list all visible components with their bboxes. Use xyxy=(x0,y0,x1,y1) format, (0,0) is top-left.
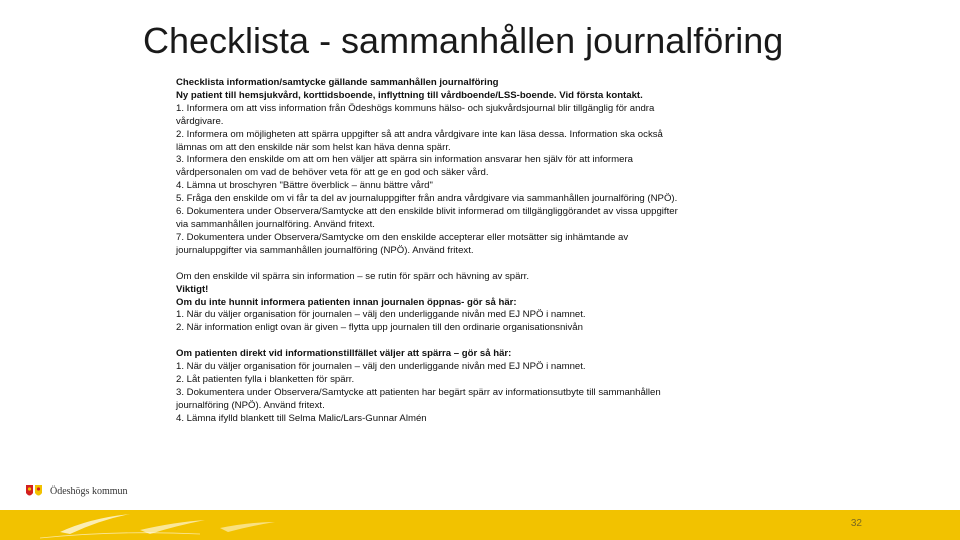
logo-text: Ödeshögs kommun xyxy=(50,485,128,497)
not-informed-step: 1. När du väljer organisation för journalen – välj den underliggande nivån med EJ NPÖ i namnet. xyxy=(176,309,586,321)
page-number: 32 xyxy=(850,518,862,529)
step-line: 6. Dokumentera under Observera/Samtycke att den enskilde blivit informerad om tillgängliggörandet av vissa uppgifter xyxy=(176,206,678,218)
step-line: lämnas om att den enskilde när som helst kan häva denna spärr. xyxy=(176,141,451,153)
footer-bar xyxy=(0,510,960,540)
step-line: journaluppgifter via sammanhållen journalföring (NPÖ). Använd fritext. xyxy=(176,244,474,256)
direct-step: 1. När du väljer organisation för journalen – välj den underliggande nivån med EJ NPÖ i namnet. xyxy=(176,361,586,373)
step-line: via sammanhållen journalföring. Använd fritext. xyxy=(176,218,375,230)
checklist-body xyxy=(176,77,776,426)
not-informed-step: 2. När information enligt ovan är given – flytta upp journalen till den ordinarie organisationsnivån xyxy=(176,322,583,334)
direct-step: 2. Låt patienten fylla i blanketten för spärr. xyxy=(176,374,355,386)
direct-step: 3. Dokumentera under Observera/Samtycke att patienten har begärt spärr av informationsutbyte till sammanhållen xyxy=(176,386,661,398)
direct-step: 4. Lämna ifylld blankett till Selma Malic/Lars-Gunnar Almén xyxy=(176,412,427,424)
step-line: 2. Informera om möjligheten att spärra uppgifter så att andra vårdgivare inte kan läsa dessa. Information ska också xyxy=(176,128,663,140)
spar-rutin-text: Om den enskilde vil spärra sin information – se rutin för spärr och hävning av spärr. xyxy=(176,270,530,282)
swoosh-decoration xyxy=(0,510,400,540)
step-line: 7. Dokumentera under Observera/Samtycke om den enskilde accepterar eller motsätter sig inhämtande av xyxy=(176,231,629,243)
direct-step: journalföring (NPÖ). Använd fritext. xyxy=(176,399,325,411)
not-informed-header: Om du inte hunnit informera patienten innan journalen öppnas- gör så här: xyxy=(176,296,517,308)
municipality-crest-icon xyxy=(24,483,46,499)
viktigt-label: Viktigt! xyxy=(176,283,209,295)
municipality-logo xyxy=(24,483,128,499)
step-line: vårdpersonalen om vad de behöver veta för att ge en god och säker vård. xyxy=(176,167,489,179)
checklist-header: Checklista information/samtycke gällande sammanhållen journalföring xyxy=(176,77,499,88)
step-line: 1. Informera om att viss information från Ödeshögs kommuns hälso- och sjukvårdsjournal blir tillgänglig för andra xyxy=(176,102,655,114)
slide-title: Checklista - sammanhållen journalföring xyxy=(143,20,784,61)
step-line: 4. Lämna ut broschyren "Bättre överblick – ännu bättre vård" xyxy=(176,180,433,192)
direct-header: Om patienten direkt vid informationstillfället väljer att spärra – gör så här: xyxy=(176,348,512,360)
step-line: 3. Informera den enskilde om att om hen väljer att spärra sin information ansvarar hen själv för att informera xyxy=(176,154,633,166)
step-line: vårdgivare. xyxy=(176,115,224,127)
intro-text: Ny patient till hemsjukvård, korttidsboende, inflyttning till vårdboende/LSS-boende. Vid första kontakt. xyxy=(176,89,643,101)
step-line: 5. Fråga den enskilde om vi får ta del av journaluppgifter från andra vårdgivare via sammanhållen journalföring (NPÖ). xyxy=(176,193,678,205)
